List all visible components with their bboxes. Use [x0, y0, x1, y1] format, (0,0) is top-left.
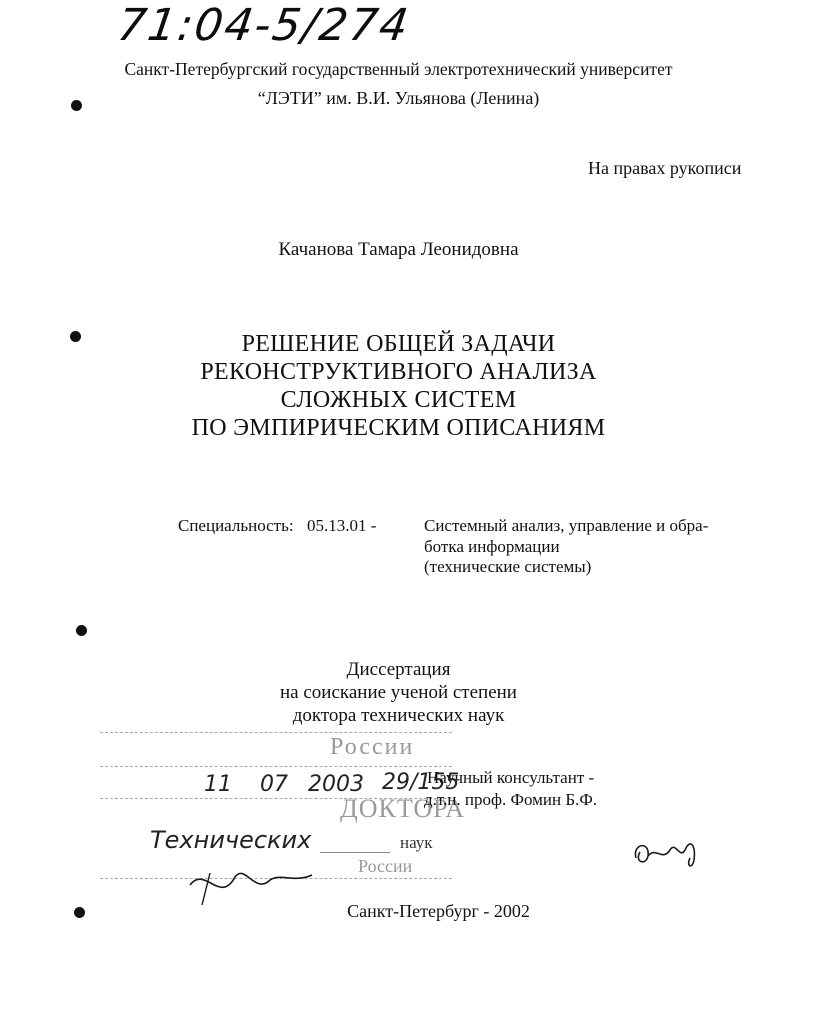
- stamp-country: России: [330, 734, 415, 760]
- advisor-name: д.т.н. проф. Фомин Б.Ф.: [424, 790, 598, 809]
- author-name: Качанова Тамара Леонидовна: [278, 239, 519, 260]
- stamp-field-handwritten: Технических: [150, 826, 312, 854]
- stamp-date-year: 2003: [308, 772, 364, 797]
- specialty-description-line: ботка информации: [424, 537, 560, 556]
- title-line: СЛОЖНЫХ СИСТЕМ: [280, 387, 517, 413]
- stamp-number: 29/155: [382, 770, 460, 795]
- university-subtitle: “ЛЭТИ” им. В.И. Ульянова (Ленина): [257, 88, 540, 108]
- degree-name: доктора технических наук: [292, 705, 505, 726]
- stamp-country-bottom: России: [358, 856, 413, 876]
- title-line: РЕШЕНИЕ ОБЩЕЙ ЗАДАЧИ: [241, 331, 556, 357]
- title-line: ПО ЭМПИРИЧЕСКИМ ОПИСАНИЯМ: [191, 415, 606, 441]
- footer-city-year: Санкт-Петербург - 2002: [347, 901, 530, 921]
- advisor-title: Научный консультант -: [427, 768, 595, 787]
- stamp-science: наук: [400, 833, 433, 852]
- punch-hole-dot: [76, 625, 87, 636]
- degree-pursuit: на соискание ученой степени: [280, 682, 517, 703]
- stamp-date-month: 07: [260, 772, 288, 797]
- stamp-degree: ДОКТОРА: [340, 794, 466, 823]
- university-name: Санкт-Петербургский государственный электротехнический университет: [124, 59, 673, 79]
- manuscript-rights: На правах рукописи: [588, 158, 742, 178]
- dissertation-label: Диссертация: [346, 659, 451, 680]
- specialty-code: 05.13.01 -: [307, 516, 377, 535]
- advisor-signature: [630, 832, 702, 874]
- stamp-divider: [100, 732, 452, 733]
- stamp-underline: [320, 852, 390, 853]
- stamp-date-day: 11: [204, 772, 232, 797]
- specialty-description-line: (технические системы): [424, 557, 592, 576]
- stamp-divider: [100, 766, 452, 767]
- specialty-label: Специальность:: [178, 516, 294, 535]
- punch-hole-dot: [71, 100, 82, 111]
- handwritten-catalog-number: 71:04-5/274: [114, 0, 414, 51]
- specialty-description-line: Системный анализ, управление и обра-: [424, 516, 709, 535]
- dissertation-title: [0, 330, 797, 442]
- title-line: РЕКОНСТРУКТИВНОГО АНАЛИЗА: [200, 359, 597, 385]
